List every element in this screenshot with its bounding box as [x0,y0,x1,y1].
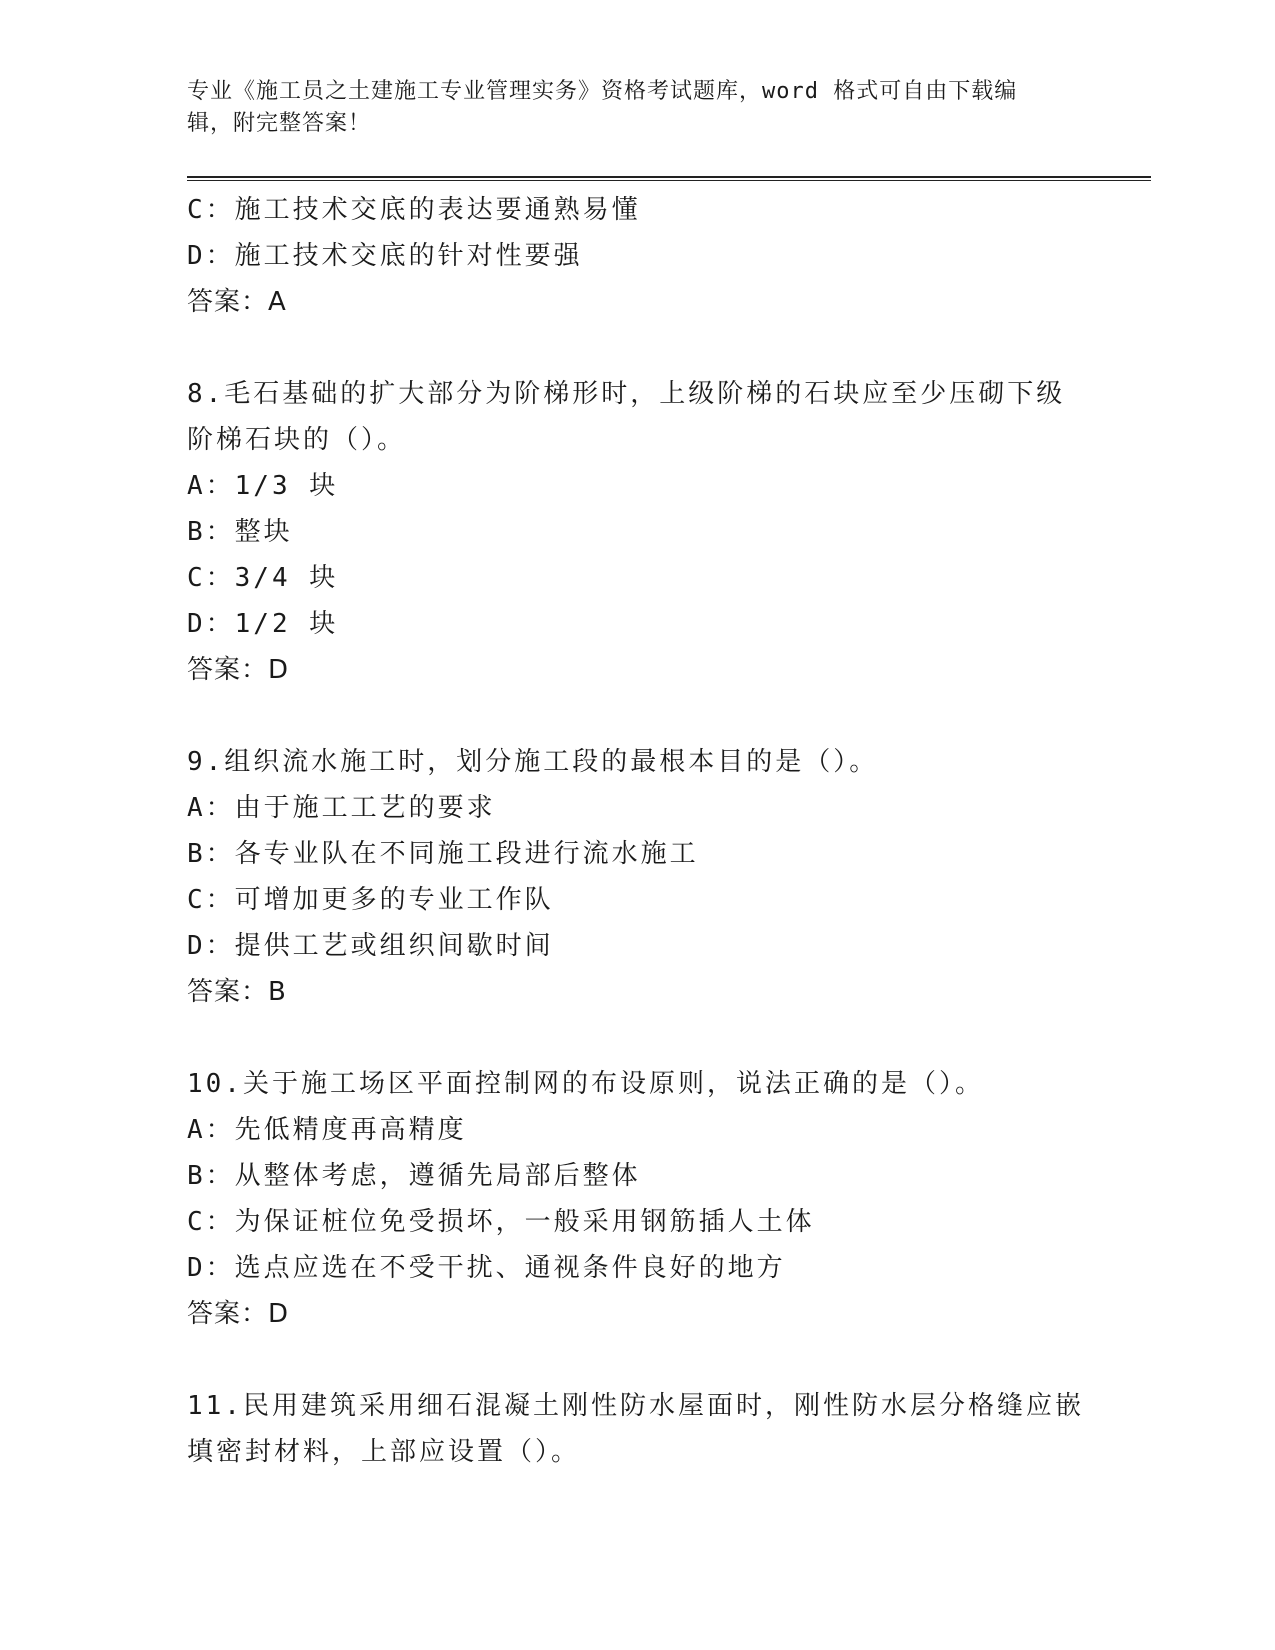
question-stem: 8.毛石基础的扩大部分为阶梯形时，上级阶梯的石块应至少压砌下级 [187,379,1066,409]
option-b: B：从整体考虑，遵循先局部后整体 [187,1161,641,1191]
option-c: C：施工技术交底的表达要通熟易懂 [187,195,641,225]
option-b: B：各专业队在不同施工段进行流水施工 [187,839,699,869]
question-9 [187,739,1087,1015]
question-list [187,187,1087,1475]
spacer [187,693,1087,739]
question-stem: 9.组织流水施工时，划分施工段的最根本目的是（）。 [187,747,879,777]
answer: 答案：D [187,655,290,685]
question-11 [187,1383,1087,1475]
spacer [187,1015,1087,1061]
question-stem-continued: 填密封材料，上部应设置（）。 [187,1437,581,1467]
option-a: A：由于施工工艺的要求 [187,793,496,823]
option-d: D：提供工艺或组织间歇时间 [187,931,554,961]
answer: 答案：B [187,977,287,1007]
option-a: A：先低精度再高精度 [187,1115,467,1145]
option-d: D：选点应选在不受干扰、通视条件良好的地方 [187,1253,786,1283]
header-divider [187,176,1151,181]
question-stem: 10.关于施工场区平面控制网的布设原则，说法正确的是（）。 [187,1069,984,1099]
spacer [187,1337,1087,1383]
option-d: D：施工技术交底的针对性要强 [187,241,583,271]
question-stem-continued: 阶梯石块的（）。 [187,425,407,455]
option-d: D：1/2 块 [187,609,339,639]
document-header [187,76,1067,140]
option-c: C：3/4 块 [187,563,339,593]
question-stem: 11.民用建筑采用细石混凝土刚性防水屋面时，刚性防水层分格缝应嵌 [187,1391,1084,1421]
option-c: C：可增加更多的专业工作队 [187,885,554,915]
spacer [187,325,1087,371]
question-10 [187,1061,1087,1337]
question-7 [187,187,1087,325]
answer: 答案：A [187,287,287,317]
question-8 [187,371,1087,693]
answer: 答案：D [187,1299,290,1329]
header-line-1: 专业《施工员之土建施工专业管理实务》资格考试题库，word 格式可自由下载编 [187,79,1018,104]
option-c: C：为保证桩位免受损坏，一般采用钢筋插人土体 [187,1207,815,1237]
option-b: B：整块 [187,517,293,547]
option-a: A：1/3 块 [187,471,339,501]
header-line-2: 辑，附完整答案！ [187,111,372,136]
